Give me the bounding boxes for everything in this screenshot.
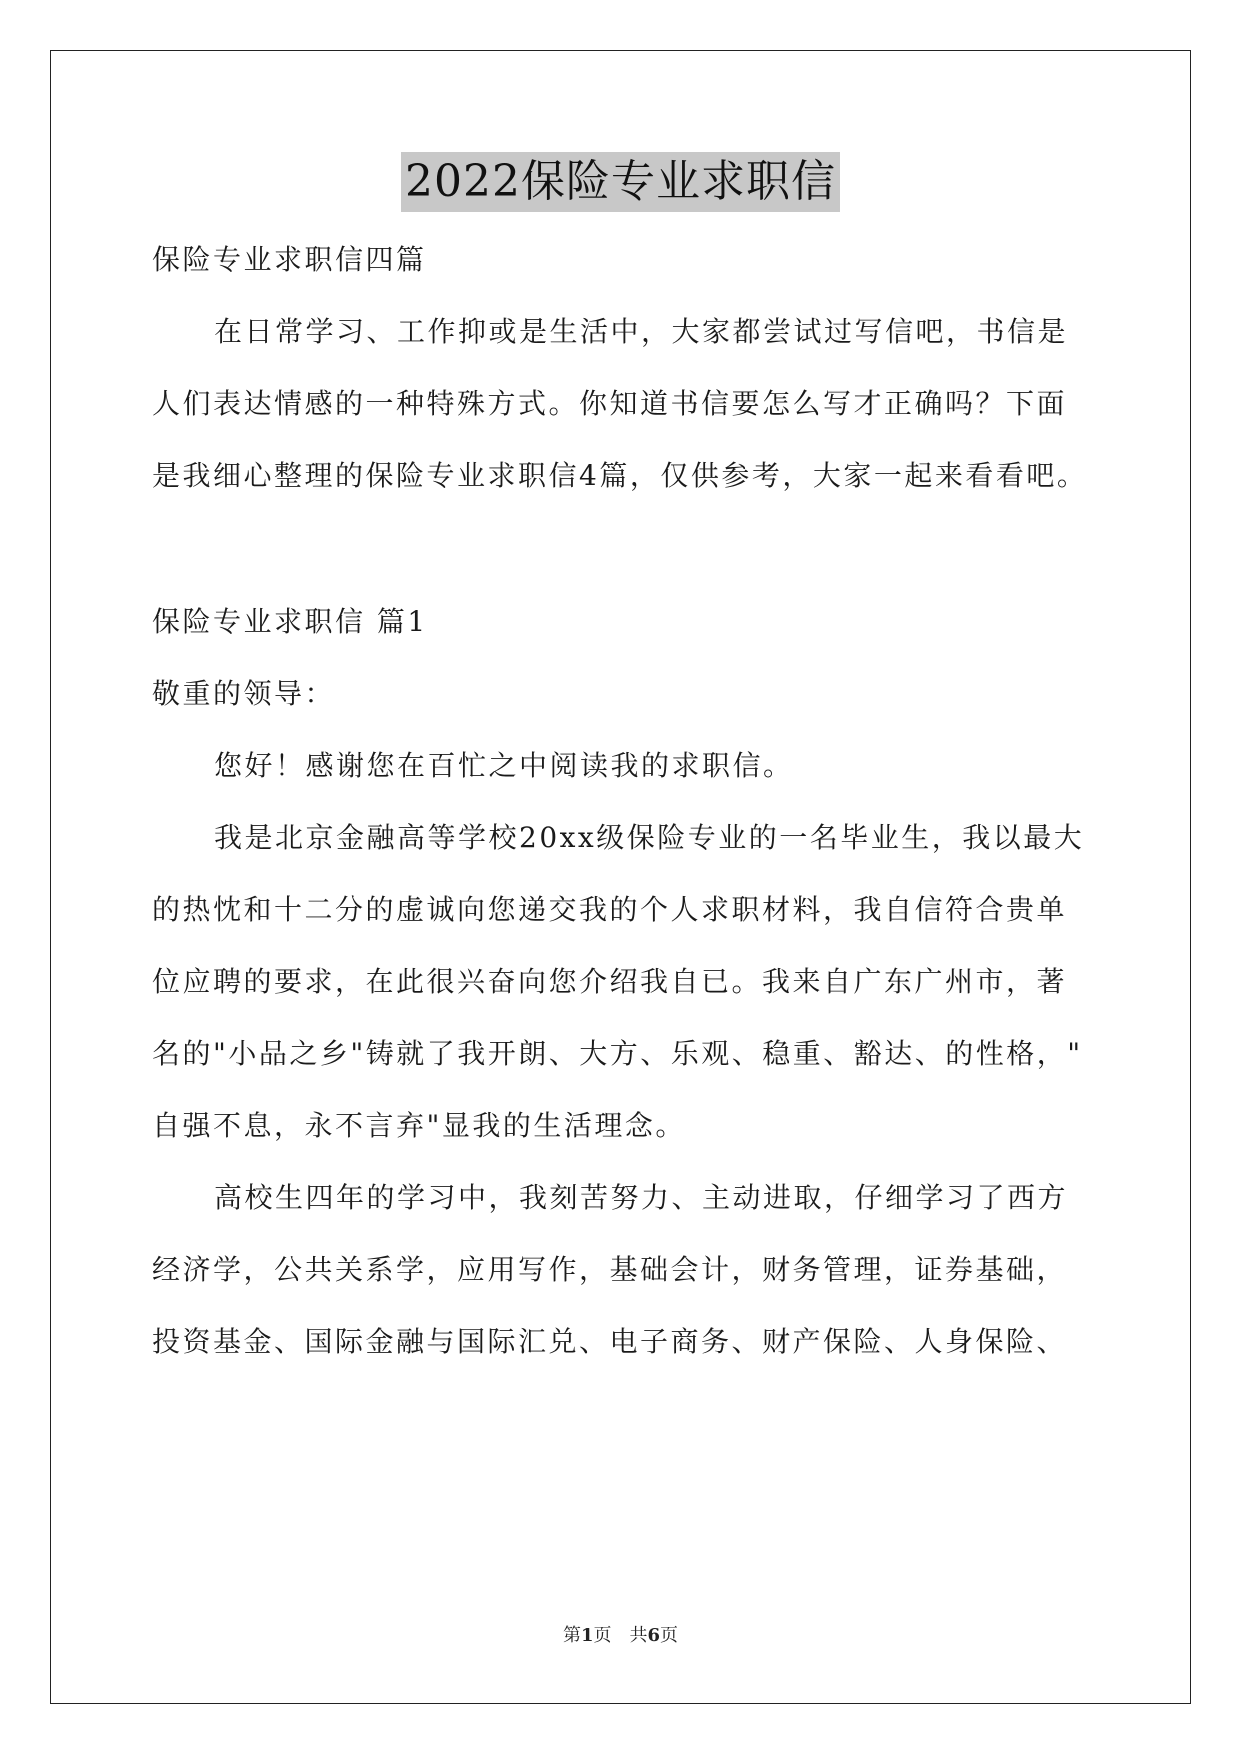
footer-page-suffix: 页	[660, 1625, 679, 1646]
section-heading: 保险专业求职信 篇1	[152, 605, 428, 638]
document-title: 2022保险专业求职信	[401, 152, 840, 212]
paragraph-line: 经济学，公共关系学，应用写作，基础会计，财务管理，证券基础，	[152, 1253, 1068, 1286]
paragraph-line: 名的"小品之乡"铸就了我开朗、大方、乐观、稳重、豁达、的性格，"	[152, 1037, 1083, 1070]
intro-line: 在日常学习、工作抑或是生活中，大家都尝试过写信吧，书信是	[214, 315, 1069, 348]
page-footer	[0, 1624, 1241, 1648]
document-subtitle: 保险专业求职信四篇	[152, 243, 427, 276]
paragraph-line: 我是北京金融高等学校20xx级保险专业的一名毕业生，我以最大	[214, 821, 1085, 854]
paragraph-line: 位应聘的要求，在此很兴奋向您介绍我自已。我来自广东广州市，著	[152, 965, 1068, 998]
footer-page-mid: 页 共	[593, 1625, 648, 1646]
footer-page-current: 1	[580, 1625, 594, 1646]
page-border	[50, 50, 1191, 1704]
intro-line: 人们表达情感的一种特殊方式。你知道书信要怎么写才正确吗？下面	[152, 387, 1068, 420]
footer-page-total: 6	[647, 1625, 661, 1646]
salutation: 敬重的领导：	[152, 677, 336, 710]
greeting: 您好！感谢您在百忙之中阅读我的求职信。	[214, 749, 794, 782]
title-container	[0, 152, 1241, 212]
paragraph-line: 自强不息，永不言弃"显我的生活理念。	[152, 1109, 686, 1142]
intro-line: 是我细心整理的保险专业求职信4篇，仅供参考，大家一起来看看吧。	[152, 459, 1088, 492]
paragraph-line: 的热忱和十二分的虚诚向您递交我的个人求职材料，我自信符合贵单	[152, 893, 1068, 926]
paragraph-line: 高校生四年的学习中，我刻苦努力、主动进取，仔细学习了西方	[214, 1181, 1069, 1214]
paragraph-line: 投资基金、国际金融与国际汇兑、电子商务、财产保险、人身保险、	[152, 1325, 1068, 1358]
footer-page-prefix: 第	[562, 1625, 581, 1646]
